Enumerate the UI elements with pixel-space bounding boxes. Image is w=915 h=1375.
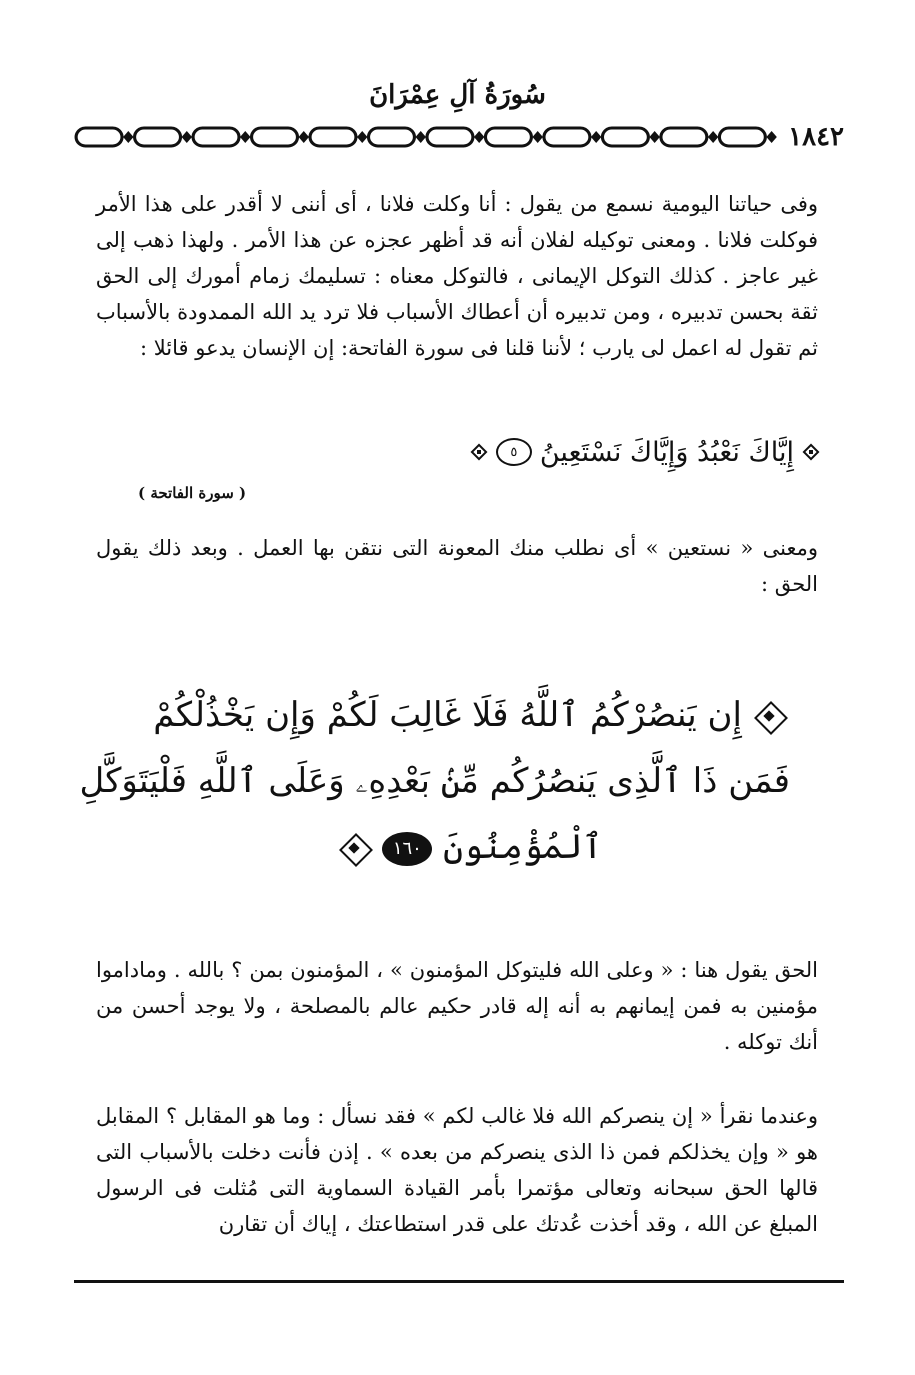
verse-open-ornament-icon (753, 702, 787, 732)
header-chain-border (74, 120, 848, 154)
ayah-number-badge: ٥ (496, 438, 532, 466)
verse-close-ornament-icon (470, 443, 488, 461)
paragraph-3: الحق يقول هنا : « وعلى الله فليتوكل المؤمنون » ، المؤمنون بمن ؟ بالله . وماداموا مؤمنين به فمن إيمانهم به أنه إله قادر حكيم عالم بالمصلحة ، ولا يوجد أحسن من أنك توكله . (96, 958, 818, 1054)
verse-close-ornament-icon (338, 834, 372, 864)
paragraph-4: وعندما نقرأ « إن ينصركم الله فلا غالب لكم » فقد نسأل : وما هو المقابل ؟ المقابل هو « وإن يخذلكم فمن ذا الذى ينصركم من بعده » . إذن فأنت دخلت بالأسباب التى قالها الحق سبحانه وتعالى مؤتمرا بأمر القيادة السماوية التى مُثلت فى الرسول المبلغ عن الله ، وقد أخذت عُدتك على قدر استطاعتك ، إياك أن تقارن (96, 1104, 819, 1236)
chain-ornament-icon (74, 120, 784, 154)
verse-al-imran (79, 682, 790, 880)
page-number: ١٨٤٢ (788, 122, 844, 152)
verse-line-1-text: إِن يَنصُرْكُمُ ٱللَّهُ فَلَا غَالِبَ لَكُمْ وَإِن يَخْذُلْكُمْ (153, 695, 742, 735)
paragraph-2: ومعنى « نستعين » أى نطلب منك المعونة التى نتقن بها العمل . وبعد ذلك يقول الحق : (96, 536, 818, 596)
ayah-number-badge: ١٦٠ (382, 832, 432, 866)
verse-fatiha (420, 424, 820, 480)
verse-line-1 (150, 682, 790, 748)
verse-open-ornament-icon (802, 443, 820, 461)
verse-line-3 (150, 814, 790, 880)
bottom-rule (74, 1280, 844, 1283)
paragraph-1: وفى حياتنا اليومية نسمع من يقول : أنا وكلت فلانا ، أى أننى لا أقدر على هذا الأمر فوكلت فلانا . ومعنى توكيله لفلان أنه قد أظهر عجزه عن هذا الأمر . ولهذا ذهب إلى غير عاجز . كذلك التوكل الإيمانى ، فالتوكل معناه : تسليمك زمام أمورك إلى الحق ثقة بحسن تدبيره ، ومن تدبيره أن أعطاك الأسباب فلا ترد يد الله الممدودة بالأسباب ثم تقول له اعمل لى يارب ؛ لأننا قلنا فى سورة الفاتحة: إن الإنسان يدعو قائلا : (96, 192, 818, 360)
verse-line-2: فَمَن ذَا ٱلَّذِى يَنصُرُكُم مِّنۢ بَعْدِهِۦ وَعَلَى ٱللَّهِ فَلْيَتَوَكَّلِ (79, 761, 790, 801)
surah-title: سُورَةُ آلِ عِمْرَانَ (369, 80, 546, 110)
verse-source: ( سورة الفاتحة ) (138, 484, 247, 502)
verse-line-3-text: ٱلْمُؤْمِنُونَ (443, 827, 603, 867)
verse-fatiha-text: إِيَّاكَ نَعْبُدُ وَإِيَّاكَ نَسْتَعِينُ (539, 436, 794, 468)
